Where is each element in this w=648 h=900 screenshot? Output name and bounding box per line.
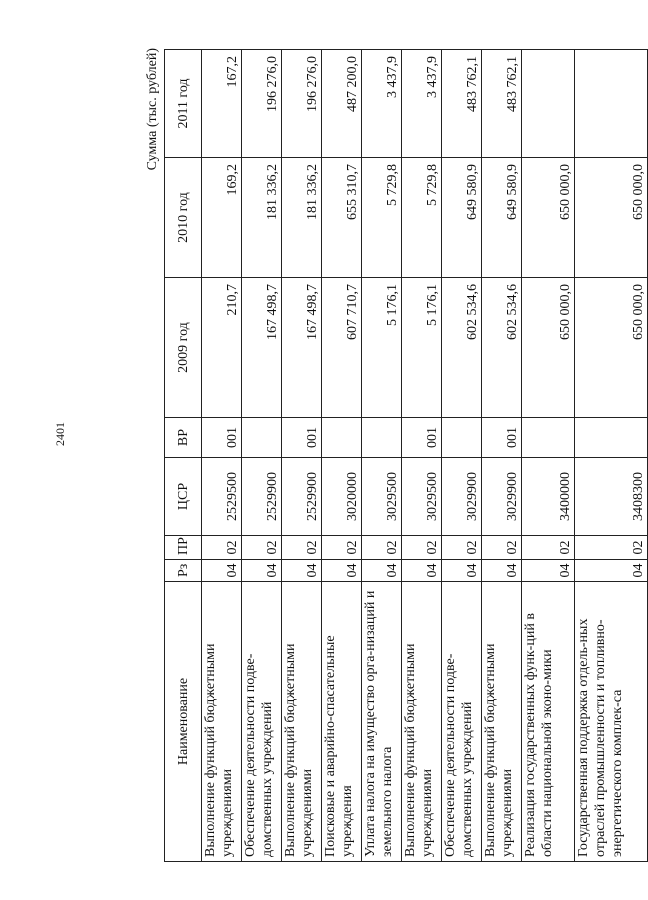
- table-row: [575, 50, 648, 862]
- row-2009: 5 176,1: [362, 278, 402, 418]
- row-name: Поисковые и аварийно-спасательные учреждения: [322, 582, 362, 862]
- row-2009: 167 498,7: [282, 278, 322, 418]
- budget-table: [164, 49, 648, 862]
- row-pr: 02: [282, 536, 322, 560]
- header-2010: 2010 год: [165, 158, 202, 278]
- row-rz: 04: [575, 560, 648, 582]
- row-2011: 167,2: [202, 50, 242, 158]
- row-csr: 3029900: [442, 458, 482, 536]
- row-pr: 02: [522, 536, 575, 560]
- row-pr: 02: [442, 536, 482, 560]
- row-name: Выполнение функций бюджетными учреждениями: [482, 582, 522, 862]
- row-2009: 650 000,0: [522, 278, 575, 418]
- row-csr: 3408300: [575, 458, 648, 536]
- row-2010: 5 729,8: [362, 158, 402, 278]
- row-rz: 04: [482, 560, 522, 582]
- row-pr: 02: [362, 536, 402, 560]
- row-2011: [522, 50, 575, 158]
- row-pr: 02: [402, 536, 442, 560]
- row-vr: [575, 418, 648, 458]
- row-rz: 04: [322, 560, 362, 582]
- row-rz: 04: [362, 560, 402, 582]
- row-rz: 04: [242, 560, 282, 582]
- row-2011: 483 762,1: [442, 50, 482, 158]
- row-vr: [522, 418, 575, 458]
- row-2009: 602 534,6: [482, 278, 522, 418]
- row-vr: [442, 418, 482, 458]
- header-pr: ПР: [165, 536, 202, 560]
- row-vr: [362, 418, 402, 458]
- table-row: [322, 50, 362, 862]
- row-rz: 04: [442, 560, 482, 582]
- row-2011: 196 276,0: [242, 50, 282, 158]
- row-csr: 3029500: [402, 458, 442, 536]
- row-vr: 001: [482, 418, 522, 458]
- table-row: [402, 50, 442, 862]
- header-vr: ВР: [165, 418, 202, 458]
- row-vr: 001: [282, 418, 322, 458]
- row-2010: 181 336,2: [282, 158, 322, 278]
- row-csr: 2529900: [242, 458, 282, 536]
- row-2010: 181 336,2: [242, 158, 282, 278]
- row-vr: 001: [202, 418, 242, 458]
- row-pr: 02: [575, 536, 648, 560]
- row-vr: [322, 418, 362, 458]
- table-header-row: [165, 50, 202, 862]
- row-pr: 02: [322, 536, 362, 560]
- row-rz: 04: [522, 560, 575, 582]
- row-csr: 2529500: [202, 458, 242, 536]
- table-row: [362, 50, 402, 862]
- header-rz: Рз: [165, 560, 202, 582]
- row-csr: 3029500: [362, 458, 402, 536]
- row-2009: 607 710,7: [322, 278, 362, 418]
- row-name: Выполнение функций бюджетными учреждениями: [202, 582, 242, 862]
- row-name: Обеспечение деятельности подве-домственных учреждений: [242, 582, 282, 862]
- table-row: [282, 50, 322, 862]
- row-2010: 649 580,9: [482, 158, 522, 278]
- row-2010: 649 580,9: [442, 158, 482, 278]
- row-2009: 602 534,6: [442, 278, 482, 418]
- row-2009: 167 498,7: [242, 278, 282, 418]
- row-rz: 04: [402, 560, 442, 582]
- row-pr: 02: [202, 536, 242, 560]
- row-2010: 655 310,7: [322, 158, 362, 278]
- row-rz: 04: [202, 560, 242, 582]
- header-csr: ЦСР: [165, 458, 202, 536]
- row-vr: [242, 418, 282, 458]
- row-2011: 3 437,9: [402, 50, 442, 158]
- page-number: 2401: [53, 422, 67, 446]
- row-2010: 650 000,0: [522, 158, 575, 278]
- row-csr: 3400000: [522, 458, 575, 536]
- row-name: Выполнение функций бюджетными учреждениями: [402, 582, 442, 862]
- row-2010: 5 729,8: [402, 158, 442, 278]
- row-pr: 02: [242, 536, 282, 560]
- row-2009: 5 176,1: [402, 278, 442, 418]
- row-vr: 001: [402, 418, 442, 458]
- row-2009: 650 000,0: [575, 278, 648, 418]
- table-row: [522, 50, 575, 862]
- row-csr: 3029900: [482, 458, 522, 536]
- row-csr: 3020000: [322, 458, 362, 536]
- table-row: [242, 50, 282, 862]
- row-name: Реализация государственных функ-ций в области национальной эконо-мики: [522, 582, 575, 862]
- row-csr: 2529900: [282, 458, 322, 536]
- row-2010: 650 000,0: [575, 158, 648, 278]
- unit-caption: Сумма (тыс. рублей): [145, 48, 160, 171]
- header-name: Наименование: [165, 582, 202, 862]
- row-2011: 483 762,1: [482, 50, 522, 158]
- row-name: Выполнение функций бюджетными учреждениями: [282, 582, 322, 862]
- row-name: Государственная поддержка отдель-ных отраслей промышленности и топливно-энергетического комплек-са: [575, 582, 648, 862]
- row-2011: 487 200,0: [322, 50, 362, 158]
- table-row: [202, 50, 242, 862]
- table-row: [482, 50, 522, 862]
- row-pr: 02: [482, 536, 522, 560]
- row-2011: [575, 50, 648, 158]
- row-2009: 210,7: [202, 278, 242, 418]
- row-2011: 196 276,0: [282, 50, 322, 158]
- header-2009: 2009 год: [165, 278, 202, 418]
- row-name: Уплата налога на имущество орга-низаций и земельного налога: [362, 582, 402, 862]
- row-rz: 04: [282, 560, 322, 582]
- header-2011: 2011 год: [165, 50, 202, 158]
- row-name: Обеспечение деятельности подве-домственных учреждений: [442, 582, 482, 862]
- row-2011: 3 437,9: [362, 50, 402, 158]
- table-row: [442, 50, 482, 862]
- rotated-page-content: [142, 42, 646, 862]
- row-2010: 169,2: [202, 158, 242, 278]
